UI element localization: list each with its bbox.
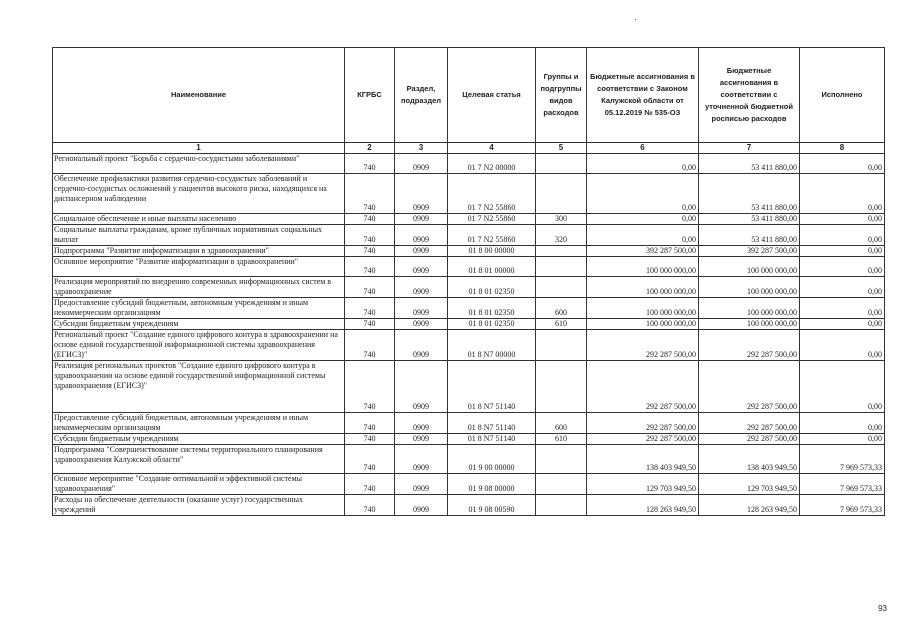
row-name: Обеспечение профилактики развития сердечно-сосудистых заболеваний и сердечно-сосудистых осложнений у пациентов высокого риска, находящихся на диспансерном наблюдении: [53, 174, 345, 214]
row-name: Субсидии бюджетным учреждениям: [53, 434, 345, 445]
row-razdel: 0909: [395, 225, 448, 246]
column-number: 1: [53, 143, 345, 154]
row-budget-updated: 100 000 000,00: [699, 319, 800, 330]
table-row: [53, 214, 885, 225]
header-budget-updated: Бюджетные ассигнования в соответствии с уточненной бюджетной росписью расходов: [699, 48, 800, 143]
row-name: Предоставление субсидий бюджетным, автономным учреждениям и иным некоммерческим организациям: [53, 413, 345, 434]
row-budget-updated: 53 411 880,00: [699, 225, 800, 246]
row-executed: 0,00: [800, 298, 885, 319]
row-razdel: 0909: [395, 319, 448, 330]
row-budget-law: 128 263 949,50: [587, 495, 699, 516]
row-kgrbs: 740: [345, 434, 395, 445]
column-number: 2: [345, 143, 395, 154]
row-kgrbs: 740: [345, 319, 395, 330]
row-name: Социальное обеспечение и иные выплаты населению: [53, 214, 345, 225]
column-number: 6: [587, 143, 699, 154]
row-razdel: 0909: [395, 445, 448, 474]
row-budget-updated: 292 287 500,00: [699, 413, 800, 434]
row-target: 01 8 01 02350: [448, 277, 536, 298]
row-razdel: 0909: [395, 277, 448, 298]
row-executed: 0,00: [800, 214, 885, 225]
row-group: [536, 246, 587, 257]
header-razdel: Раздел, подраздел: [395, 48, 448, 143]
header-target: Целевая статья: [448, 48, 536, 143]
row-kgrbs: 740: [345, 257, 395, 277]
row-group: 300: [536, 214, 587, 225]
column-number: 3: [395, 143, 448, 154]
row-razdel: 0909: [395, 495, 448, 516]
row-name: Основное мероприятие "Развитие информатизации в здравоохранении": [53, 257, 345, 277]
row-kgrbs: 740: [345, 154, 395, 174]
row-executed: 0,00: [800, 434, 885, 445]
row-executed: 0,00: [800, 361, 885, 413]
row-target: 01 8 N7 00000: [448, 330, 536, 361]
row-group: [536, 474, 587, 495]
row-budget-law: 0,00: [587, 225, 699, 246]
header-budget-law: Бюджетные ассигнования в соответствии с Законом Калужской области от 05.12.2019 № 535-ОЗ: [587, 48, 699, 143]
row-budget-updated: 100 000 000,00: [699, 257, 800, 277]
row-kgrbs: 740: [345, 361, 395, 413]
row-razdel: 0909: [395, 154, 448, 174]
row-group: [536, 257, 587, 277]
row-budget-law: 100 000 000,00: [587, 298, 699, 319]
row-budget-updated: 138 403 949,50: [699, 445, 800, 474]
row-name: Региональный проект "Создание единого цифрового контура в здравоохранении на основе единой государственной информационной системы здравоохранения (ЕГИСЗ)": [53, 330, 345, 361]
table-row: [53, 174, 885, 214]
row-budget-law: 292 287 500,00: [587, 361, 699, 413]
row-budget-law: 292 287 500,00: [587, 413, 699, 434]
row-budget-law: 392 287 500,00: [587, 246, 699, 257]
row-budget-law: 100 000 000,00: [587, 277, 699, 298]
row-target: 01 8 N7 51140: [448, 361, 536, 413]
row-budget-law: 100 000 000,00: [587, 257, 699, 277]
row-budget-law: 292 287 500,00: [587, 330, 699, 361]
row-kgrbs: 740: [345, 474, 395, 495]
column-number: 7: [699, 143, 800, 154]
column-number: 4: [448, 143, 536, 154]
table-body: [53, 154, 885, 516]
budget-table: [52, 47, 885, 516]
row-budget-updated: 100 000 000,00: [699, 298, 800, 319]
row-budget-updated: 100 000 000,00: [699, 277, 800, 298]
row-razdel: 0909: [395, 246, 448, 257]
table-row: [53, 445, 885, 474]
table-header: [53, 48, 885, 154]
row-kgrbs: 740: [345, 330, 395, 361]
row-budget-updated: 128 263 949,50: [699, 495, 800, 516]
row-kgrbs: 740: [345, 214, 395, 225]
row-budget-updated: 53 411 880,00: [699, 174, 800, 214]
row-group: 600: [536, 413, 587, 434]
row-name: Субсидии бюджетным учреждениям: [53, 319, 345, 330]
row-kgrbs: 740: [345, 225, 395, 246]
row-target: 01 9 08 00000: [448, 474, 536, 495]
row-group: [536, 174, 587, 214]
row-target: 01 9 08 00590: [448, 495, 536, 516]
row-group: [536, 277, 587, 298]
row-group: [536, 445, 587, 474]
column-number-row: [53, 143, 885, 154]
row-target: 01 8 01 02350: [448, 319, 536, 330]
header-executed: Исполнено: [800, 48, 885, 143]
table-row: [53, 257, 885, 277]
row-group: [536, 154, 587, 174]
row-target: 01 8 N7 51140: [448, 434, 536, 445]
row-budget-updated: 129 703 949,50: [699, 474, 800, 495]
row-target: 01 8 01 00000: [448, 257, 536, 277]
table-row: [53, 413, 885, 434]
row-razdel: 0909: [395, 330, 448, 361]
row-kgrbs: 740: [345, 445, 395, 474]
row-executed: 0,00: [800, 174, 885, 214]
row-executed: 0,00: [800, 225, 885, 246]
row-name: Реализация мероприятий по внедрению современных информационных систем в здравоохранение: [53, 277, 345, 298]
row-target: 01 8 01 02350: [448, 298, 536, 319]
row-name: Основное мероприятие "Создание оптимальной и эффективной системы здравоохранения": [53, 474, 345, 495]
row-target: 01 7 N2 55860: [448, 214, 536, 225]
row-budget-law: 129 703 949,50: [587, 474, 699, 495]
row-executed: 0,00: [800, 246, 885, 257]
row-executed: 7 969 573,33: [800, 445, 885, 474]
row-razdel: 0909: [395, 413, 448, 434]
row-razdel: 0909: [395, 361, 448, 413]
row-group: 610: [536, 319, 587, 330]
row-budget-law: 0,00: [587, 174, 699, 214]
row-kgrbs: 740: [345, 246, 395, 257]
row-group: 320: [536, 225, 587, 246]
row-executed: 7 969 573,33: [800, 474, 885, 495]
row-name: Расходы на обеспечение деятельности (оказание услуг) государственных учреждений: [53, 495, 345, 516]
row-name: Предоставление субсидий бюджетным, автономным учреждениям и иным некоммерческим организациям: [53, 298, 345, 319]
scan-mark: [635, 19, 636, 20]
header-groups: Группы и подгруппы видов расходов: [536, 48, 587, 143]
row-kgrbs: 740: [345, 298, 395, 319]
table-row: [53, 319, 885, 330]
column-number: 5: [536, 143, 587, 154]
row-group: [536, 330, 587, 361]
row-executed: 7 969 573,33: [800, 495, 885, 516]
row-target: 01 7 N2 55860: [448, 225, 536, 246]
row-kgrbs: 740: [345, 495, 395, 516]
row-group: 600: [536, 298, 587, 319]
row-executed: 0,00: [800, 413, 885, 434]
row-executed: 0,00: [800, 330, 885, 361]
table-row: [53, 277, 885, 298]
row-budget-updated: 392 287 500,00: [699, 246, 800, 257]
row-target: 01 7 N2 55860: [448, 174, 536, 214]
row-executed: 0,00: [800, 319, 885, 330]
row-group: [536, 495, 587, 516]
row-budget-updated: 292 287 500,00: [699, 361, 800, 413]
row-executed: 0,00: [800, 277, 885, 298]
row-budget-updated: 292 287 500,00: [699, 434, 800, 445]
table-row: [53, 330, 885, 361]
row-budget-updated: 53 411 880,00: [699, 214, 800, 225]
row-budget-law: 0,00: [587, 154, 699, 174]
row-kgrbs: 740: [345, 174, 395, 214]
table-row: [53, 246, 885, 257]
row-target: 01 9 00 00000: [448, 445, 536, 474]
row-budget-law: 0,00: [587, 214, 699, 225]
row-name: Региональный проект "Борьба с сердечно-сосудистыми заболеваниями": [53, 154, 345, 174]
row-budget-law: 100 000 000,00: [587, 319, 699, 330]
row-budget-updated: 292 287 500,00: [699, 330, 800, 361]
row-budget-law: 138 403 949,50: [587, 445, 699, 474]
row-name: Социальные выплаты гражданам, кроме публичных нормативных социальных выплат: [53, 225, 345, 246]
row-group: [536, 361, 587, 413]
row-razdel: 0909: [395, 434, 448, 445]
table-row: [53, 361, 885, 413]
row-group: 610: [536, 434, 587, 445]
row-name: Подпрограмма "Развитие информатизации в здравоохранении": [53, 246, 345, 257]
page-number: 93: [878, 604, 887, 613]
row-target: 01 8 00 00000: [448, 246, 536, 257]
header-name: Наименование: [53, 48, 345, 143]
row-name: Подпрограмма "Совершенствование системы территориального планирования здравоохранения Калужской области": [53, 445, 345, 474]
row-name: Реализация региональных проектов "Создание единого цифрового контура в здравоохранении на основе единой государственной информационной системы здравоохранения (ЕГИСЗ)": [53, 361, 345, 413]
column-number: 8: [800, 143, 885, 154]
table-row: [53, 298, 885, 319]
row-razdel: 0909: [395, 174, 448, 214]
row-razdel: 0909: [395, 214, 448, 225]
row-kgrbs: 740: [345, 413, 395, 434]
row-razdel: 0909: [395, 298, 448, 319]
table-row: [53, 474, 885, 495]
row-budget-law: 292 287 500,00: [587, 434, 699, 445]
table-row: [53, 154, 885, 174]
row-kgrbs: 740: [345, 277, 395, 298]
row-razdel: 0909: [395, 257, 448, 277]
row-target: 01 8 N7 51140: [448, 413, 536, 434]
table-row: [53, 434, 885, 445]
row-executed: 0,00: [800, 257, 885, 277]
row-target: 01 7 N2 00000: [448, 154, 536, 174]
row-executed: 0,00: [800, 154, 885, 174]
table-row: [53, 225, 885, 246]
header-kgrbs: КГРБС: [345, 48, 395, 143]
row-budget-updated: 53 411 880,00: [699, 154, 800, 174]
table-row: [53, 495, 885, 516]
row-razdel: 0909: [395, 474, 448, 495]
